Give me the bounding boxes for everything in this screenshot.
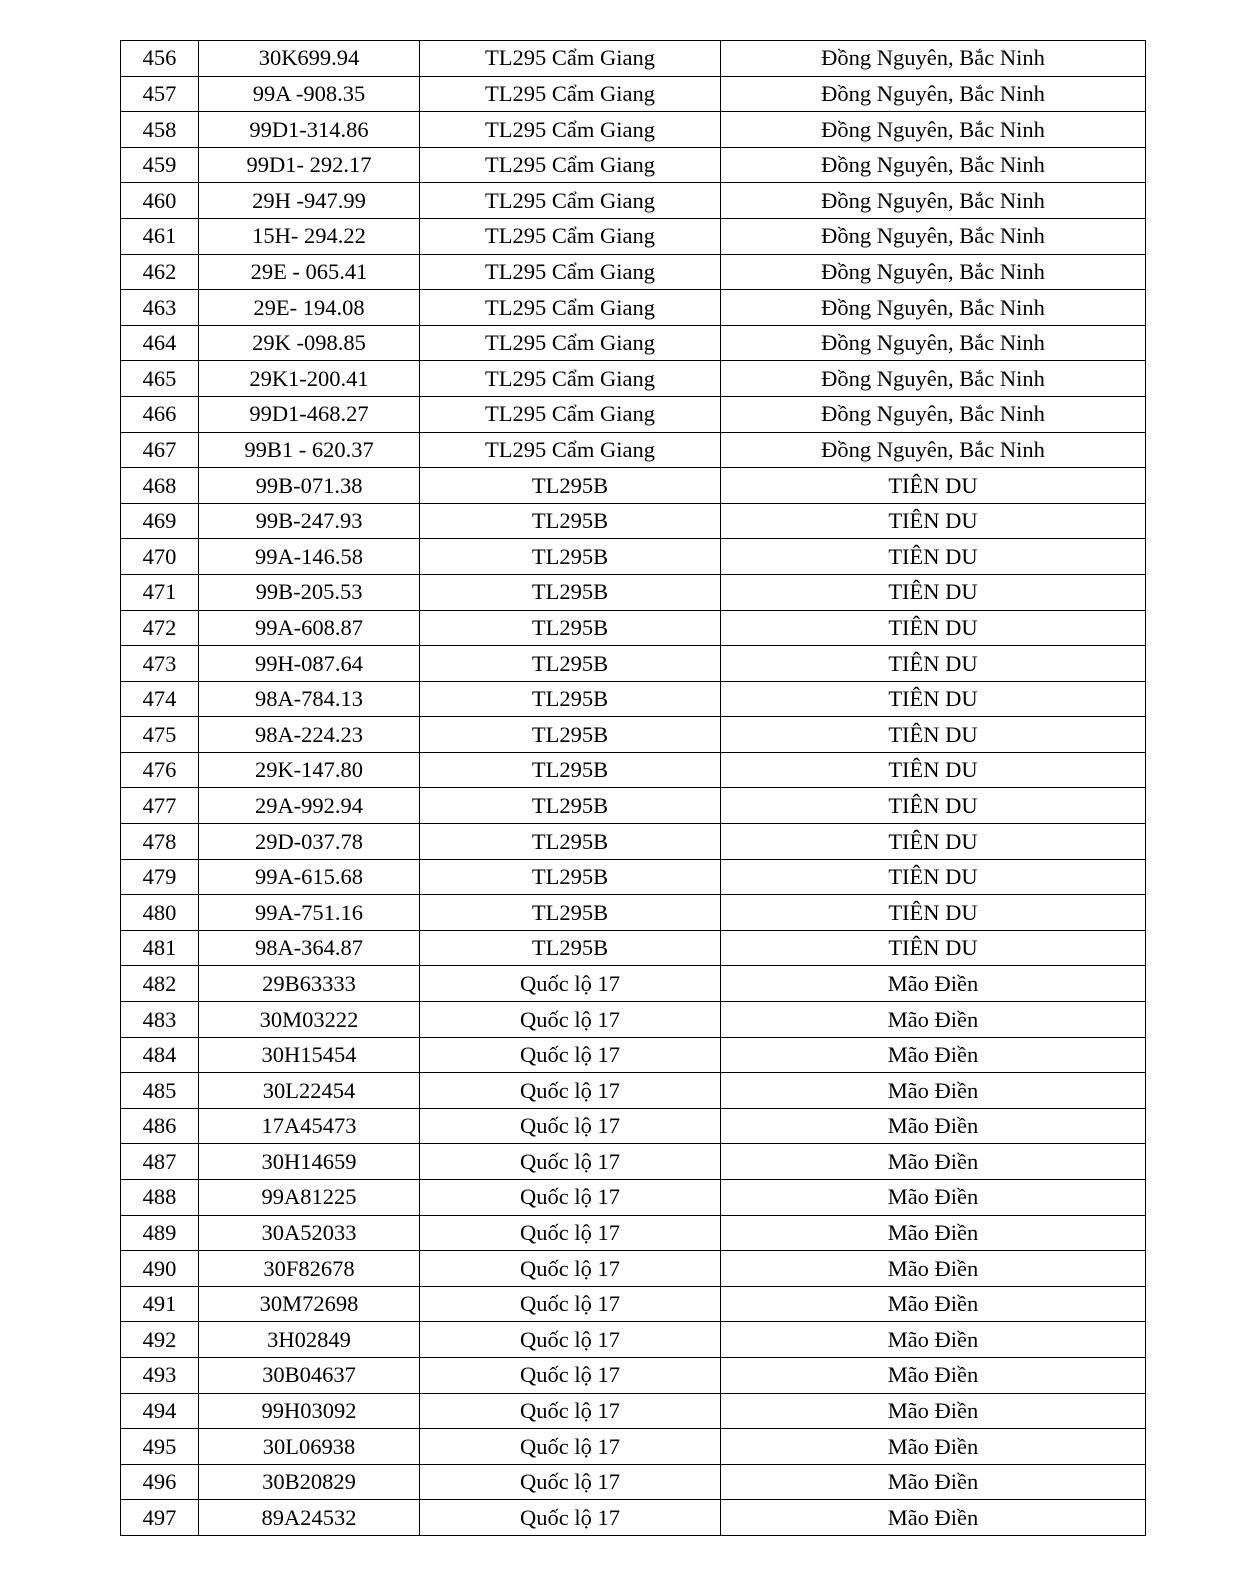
cell-plate: 30H15454 [199, 1037, 420, 1073]
cell-road: TL295B [420, 717, 721, 753]
table-row [121, 361, 1146, 397]
cell-plate: 99B1 - 620.37 [199, 432, 420, 468]
cell-plate: 99B-071.38 [199, 468, 420, 504]
cell-road: Quốc lộ 17 [420, 1002, 721, 1038]
cell-index: 465 [121, 361, 199, 397]
table-row [121, 1144, 1146, 1180]
cell-road: TL295B [420, 574, 721, 610]
cell-plate: 30M03222 [199, 1002, 420, 1038]
cell-place: Mão Điền [721, 1286, 1146, 1322]
cell-index: 460 [121, 183, 199, 219]
cell-road: TL295 Cẩm Giang [420, 218, 721, 254]
cell-place: Mão Điền [721, 1144, 1146, 1180]
cell-place: Mão Điền [721, 1037, 1146, 1073]
cell-index: 482 [121, 966, 199, 1002]
cell-place: Mão Điền [721, 1357, 1146, 1393]
cell-road: Quốc lộ 17 [420, 1144, 721, 1180]
cell-plate: 30F82678 [199, 1251, 420, 1287]
cell-road: TL295 Cẩm Giang [420, 76, 721, 112]
table-row [121, 112, 1146, 148]
cell-index: 464 [121, 325, 199, 361]
cell-place: Đồng Nguyên, Bắc Ninh [721, 290, 1146, 326]
cell-index: 471 [121, 574, 199, 610]
cell-road: TL295 Cẩm Giang [420, 183, 721, 219]
cell-index: 475 [121, 717, 199, 753]
cell-place: Mão Điền [721, 1180, 1146, 1216]
table-row [121, 610, 1146, 646]
cell-plate: 99H03092 [199, 1393, 420, 1429]
cell-index: 457 [121, 76, 199, 112]
cell-place: Đồng Nguyên, Bắc Ninh [721, 396, 1146, 432]
cell-index: 496 [121, 1464, 199, 1500]
cell-index: 472 [121, 610, 199, 646]
cell-place: Đồng Nguyên, Bắc Ninh [721, 361, 1146, 397]
table-row [121, 1429, 1146, 1465]
cell-place: TIÊN DU [721, 717, 1146, 753]
cell-plate: 89A24532 [199, 1500, 420, 1536]
cell-index: 467 [121, 432, 199, 468]
cell-place: Đồng Nguyên, Bắc Ninh [721, 325, 1146, 361]
cell-index: 478 [121, 824, 199, 860]
cell-index: 473 [121, 646, 199, 682]
table-row [121, 254, 1146, 290]
table-row [121, 1251, 1146, 1287]
cell-place: TIÊN DU [721, 574, 1146, 610]
cell-place: Đồng Nguyên, Bắc Ninh [721, 147, 1146, 183]
cell-road: Quốc lộ 17 [420, 1215, 721, 1251]
cell-index: 462 [121, 254, 199, 290]
cell-place: Mão Điền [721, 1108, 1146, 1144]
cell-road: TL295B [420, 503, 721, 539]
cell-road: Quốc lộ 17 [420, 1286, 721, 1322]
cell-plate: 99A -908.35 [199, 76, 420, 112]
plate-violation-table [120, 40, 1146, 1536]
cell-plate: 99A-608.87 [199, 610, 420, 646]
cell-index: 468 [121, 468, 199, 504]
cell-index: 481 [121, 930, 199, 966]
table-row [121, 930, 1146, 966]
cell-plate: 3H02849 [199, 1322, 420, 1358]
cell-place: Mão Điền [721, 1464, 1146, 1500]
table-row [121, 1002, 1146, 1038]
cell-place: TIÊN DU [721, 788, 1146, 824]
cell-index: 483 [121, 1002, 199, 1038]
table-row [121, 468, 1146, 504]
table-row [121, 1037, 1146, 1073]
cell-road: TL295B [420, 824, 721, 860]
cell-road: TL295 Cẩm Giang [420, 325, 721, 361]
cell-place: Đồng Nguyên, Bắc Ninh [721, 218, 1146, 254]
table-row [121, 1108, 1146, 1144]
cell-road: TL295B [420, 539, 721, 575]
cell-road: Quốc lộ 17 [420, 1180, 721, 1216]
cell-road: TL295B [420, 930, 721, 966]
cell-plate: 30K699.94 [199, 41, 420, 77]
cell-road: TL295B [420, 646, 721, 682]
cell-place: Đồng Nguyên, Bắc Ninh [721, 183, 1146, 219]
cell-index: 476 [121, 752, 199, 788]
cell-index: 487 [121, 1144, 199, 1180]
cell-plate: 99A-615.68 [199, 859, 420, 895]
cell-plate: 30L22454 [199, 1073, 420, 1109]
cell-plate: 30B04637 [199, 1357, 420, 1393]
cell-plate: 17A45473 [199, 1108, 420, 1144]
cell-road: TL295B [420, 859, 721, 895]
cell-place: TIÊN DU [721, 610, 1146, 646]
cell-index: 495 [121, 1429, 199, 1465]
cell-index: 469 [121, 503, 199, 539]
cell-index: 474 [121, 681, 199, 717]
cell-place: Đồng Nguyên, Bắc Ninh [721, 76, 1146, 112]
cell-place: Mão Điền [721, 1251, 1146, 1287]
table-row [121, 966, 1146, 1002]
cell-road: TL295 Cẩm Giang [420, 432, 721, 468]
table-row [121, 1073, 1146, 1109]
table-row [121, 824, 1146, 860]
table-body [121, 41, 1146, 1536]
cell-plate: 98A-784.13 [199, 681, 420, 717]
cell-place: Mão Điền [721, 1215, 1146, 1251]
cell-plate: 98A-364.87 [199, 930, 420, 966]
cell-plate: 30L06938 [199, 1429, 420, 1465]
cell-road: Quốc lộ 17 [420, 1429, 721, 1465]
cell-plate: 99A-146.58 [199, 539, 420, 575]
cell-road: TL295 Cẩm Giang [420, 147, 721, 183]
cell-index: 459 [121, 147, 199, 183]
cell-place: TIÊN DU [721, 503, 1146, 539]
cell-plate: 99D1- 292.17 [199, 147, 420, 183]
table-row [121, 539, 1146, 575]
cell-index: 486 [121, 1108, 199, 1144]
table-row [121, 1180, 1146, 1216]
cell-plate: 29K -098.85 [199, 325, 420, 361]
cell-road: TL295 Cẩm Giang [420, 254, 721, 290]
cell-road: TL295 Cẩm Giang [420, 112, 721, 148]
cell-plate: 30M72698 [199, 1286, 420, 1322]
table-row [121, 895, 1146, 931]
cell-plate: 15H- 294.22 [199, 218, 420, 254]
table-row [121, 1357, 1146, 1393]
cell-index: 485 [121, 1073, 199, 1109]
cell-place: TIÊN DU [721, 895, 1146, 931]
cell-plate: 30H14659 [199, 1144, 420, 1180]
table-row [121, 41, 1146, 77]
table-row [121, 1322, 1146, 1358]
table-row [121, 432, 1146, 468]
table-row [121, 646, 1146, 682]
table-row [121, 290, 1146, 326]
cell-road: TL295 Cẩm Giang [420, 396, 721, 432]
cell-place: Đồng Nguyên, Bắc Ninh [721, 432, 1146, 468]
cell-road: Quốc lộ 17 [420, 966, 721, 1002]
cell-plate: 30B20829 [199, 1464, 420, 1500]
cell-road: TL295 Cẩm Giang [420, 290, 721, 326]
cell-plate: 30A52033 [199, 1215, 420, 1251]
cell-road: Quốc lộ 17 [420, 1108, 721, 1144]
cell-plate: 99B-247.93 [199, 503, 420, 539]
cell-road: Quốc lộ 17 [420, 1500, 721, 1536]
cell-index: 488 [121, 1180, 199, 1216]
cell-place: TIÊN DU [721, 930, 1146, 966]
table-row [121, 76, 1146, 112]
table-row [121, 1500, 1146, 1536]
cell-plate: 98A-224.23 [199, 717, 420, 753]
cell-index: 491 [121, 1286, 199, 1322]
cell-place: TIÊN DU [721, 646, 1146, 682]
cell-road: TL295B [420, 752, 721, 788]
cell-place: Mão Điền [721, 1429, 1146, 1465]
table-row [121, 396, 1146, 432]
cell-place: TIÊN DU [721, 681, 1146, 717]
cell-road: Quốc lộ 17 [420, 1357, 721, 1393]
cell-index: 497 [121, 1500, 199, 1536]
cell-index: 456 [121, 41, 199, 77]
cell-place: Mão Điền [721, 1500, 1146, 1536]
cell-road: TL295B [420, 681, 721, 717]
cell-index: 479 [121, 859, 199, 895]
cell-plate: 99D1-314.86 [199, 112, 420, 148]
table-row [121, 1215, 1146, 1251]
cell-index: 489 [121, 1215, 199, 1251]
cell-index: 470 [121, 539, 199, 575]
cell-plate: 99H-087.64 [199, 646, 420, 682]
table-row [121, 788, 1146, 824]
cell-plate: 99B-205.53 [199, 574, 420, 610]
cell-plate: 99D1-468.27 [199, 396, 420, 432]
cell-road: Quốc lộ 17 [420, 1073, 721, 1109]
table-row [121, 218, 1146, 254]
table-row [121, 681, 1146, 717]
cell-index: 466 [121, 396, 199, 432]
cell-plate: 29H -947.99 [199, 183, 420, 219]
cell-road: Quốc lộ 17 [420, 1464, 721, 1500]
cell-plate: 29B63333 [199, 966, 420, 1002]
cell-index: 463 [121, 290, 199, 326]
cell-index: 493 [121, 1357, 199, 1393]
cell-plate: 29K1-200.41 [199, 361, 420, 397]
cell-place: Mão Điền [721, 966, 1146, 1002]
cell-road: TL295B [420, 788, 721, 824]
cell-place: Mão Điền [721, 1322, 1146, 1358]
cell-place: TIÊN DU [721, 752, 1146, 788]
cell-plate: 29K-147.80 [199, 752, 420, 788]
table-row [121, 717, 1146, 753]
cell-plate: 29D-037.78 [199, 824, 420, 860]
table-row [121, 325, 1146, 361]
cell-place: TIÊN DU [721, 539, 1146, 575]
cell-road: TL295B [420, 895, 721, 931]
cell-index: 490 [121, 1251, 199, 1287]
cell-index: 494 [121, 1393, 199, 1429]
table-row [121, 1286, 1146, 1322]
cell-road: Quốc lộ 17 [420, 1393, 721, 1429]
cell-index: 461 [121, 218, 199, 254]
table-row [121, 1393, 1146, 1429]
cell-road: TL295B [420, 610, 721, 646]
table-row [121, 147, 1146, 183]
table-row [121, 574, 1146, 610]
cell-road: Quốc lộ 17 [420, 1251, 721, 1287]
cell-index: 480 [121, 895, 199, 931]
cell-index: 484 [121, 1037, 199, 1073]
cell-place: Đồng Nguyên, Bắc Ninh [721, 254, 1146, 290]
cell-plate: 29E - 065.41 [199, 254, 420, 290]
table-row [121, 1464, 1146, 1500]
cell-plate: 99A81225 [199, 1180, 420, 1216]
table-row [121, 859, 1146, 895]
cell-index: 458 [121, 112, 199, 148]
cell-place: Mão Điền [721, 1002, 1146, 1038]
cell-index: 492 [121, 1322, 199, 1358]
cell-index: 477 [121, 788, 199, 824]
cell-road: Quốc lộ 17 [420, 1322, 721, 1358]
cell-plate: 99A-751.16 [199, 895, 420, 931]
table-row [121, 752, 1146, 788]
cell-place: Mão Điền [721, 1073, 1146, 1109]
cell-road: Quốc lộ 17 [420, 1037, 721, 1073]
cell-place: TIÊN DU [721, 824, 1146, 860]
cell-plate: 29A-992.94 [199, 788, 420, 824]
cell-road: TL295B [420, 468, 721, 504]
cell-place: TIÊN DU [721, 468, 1146, 504]
cell-road: TL295 Cẩm Giang [420, 41, 721, 77]
cell-place: Đồng Nguyên, Bắc Ninh [721, 112, 1146, 148]
table-row [121, 183, 1146, 219]
cell-place: Mão Điền [721, 1393, 1146, 1429]
table-row [121, 503, 1146, 539]
cell-place: TIÊN DU [721, 859, 1146, 895]
cell-road: TL295 Cẩm Giang [420, 361, 721, 397]
cell-plate: 29E- 194.08 [199, 290, 420, 326]
cell-place: Đồng Nguyên, Bắc Ninh [721, 41, 1146, 77]
